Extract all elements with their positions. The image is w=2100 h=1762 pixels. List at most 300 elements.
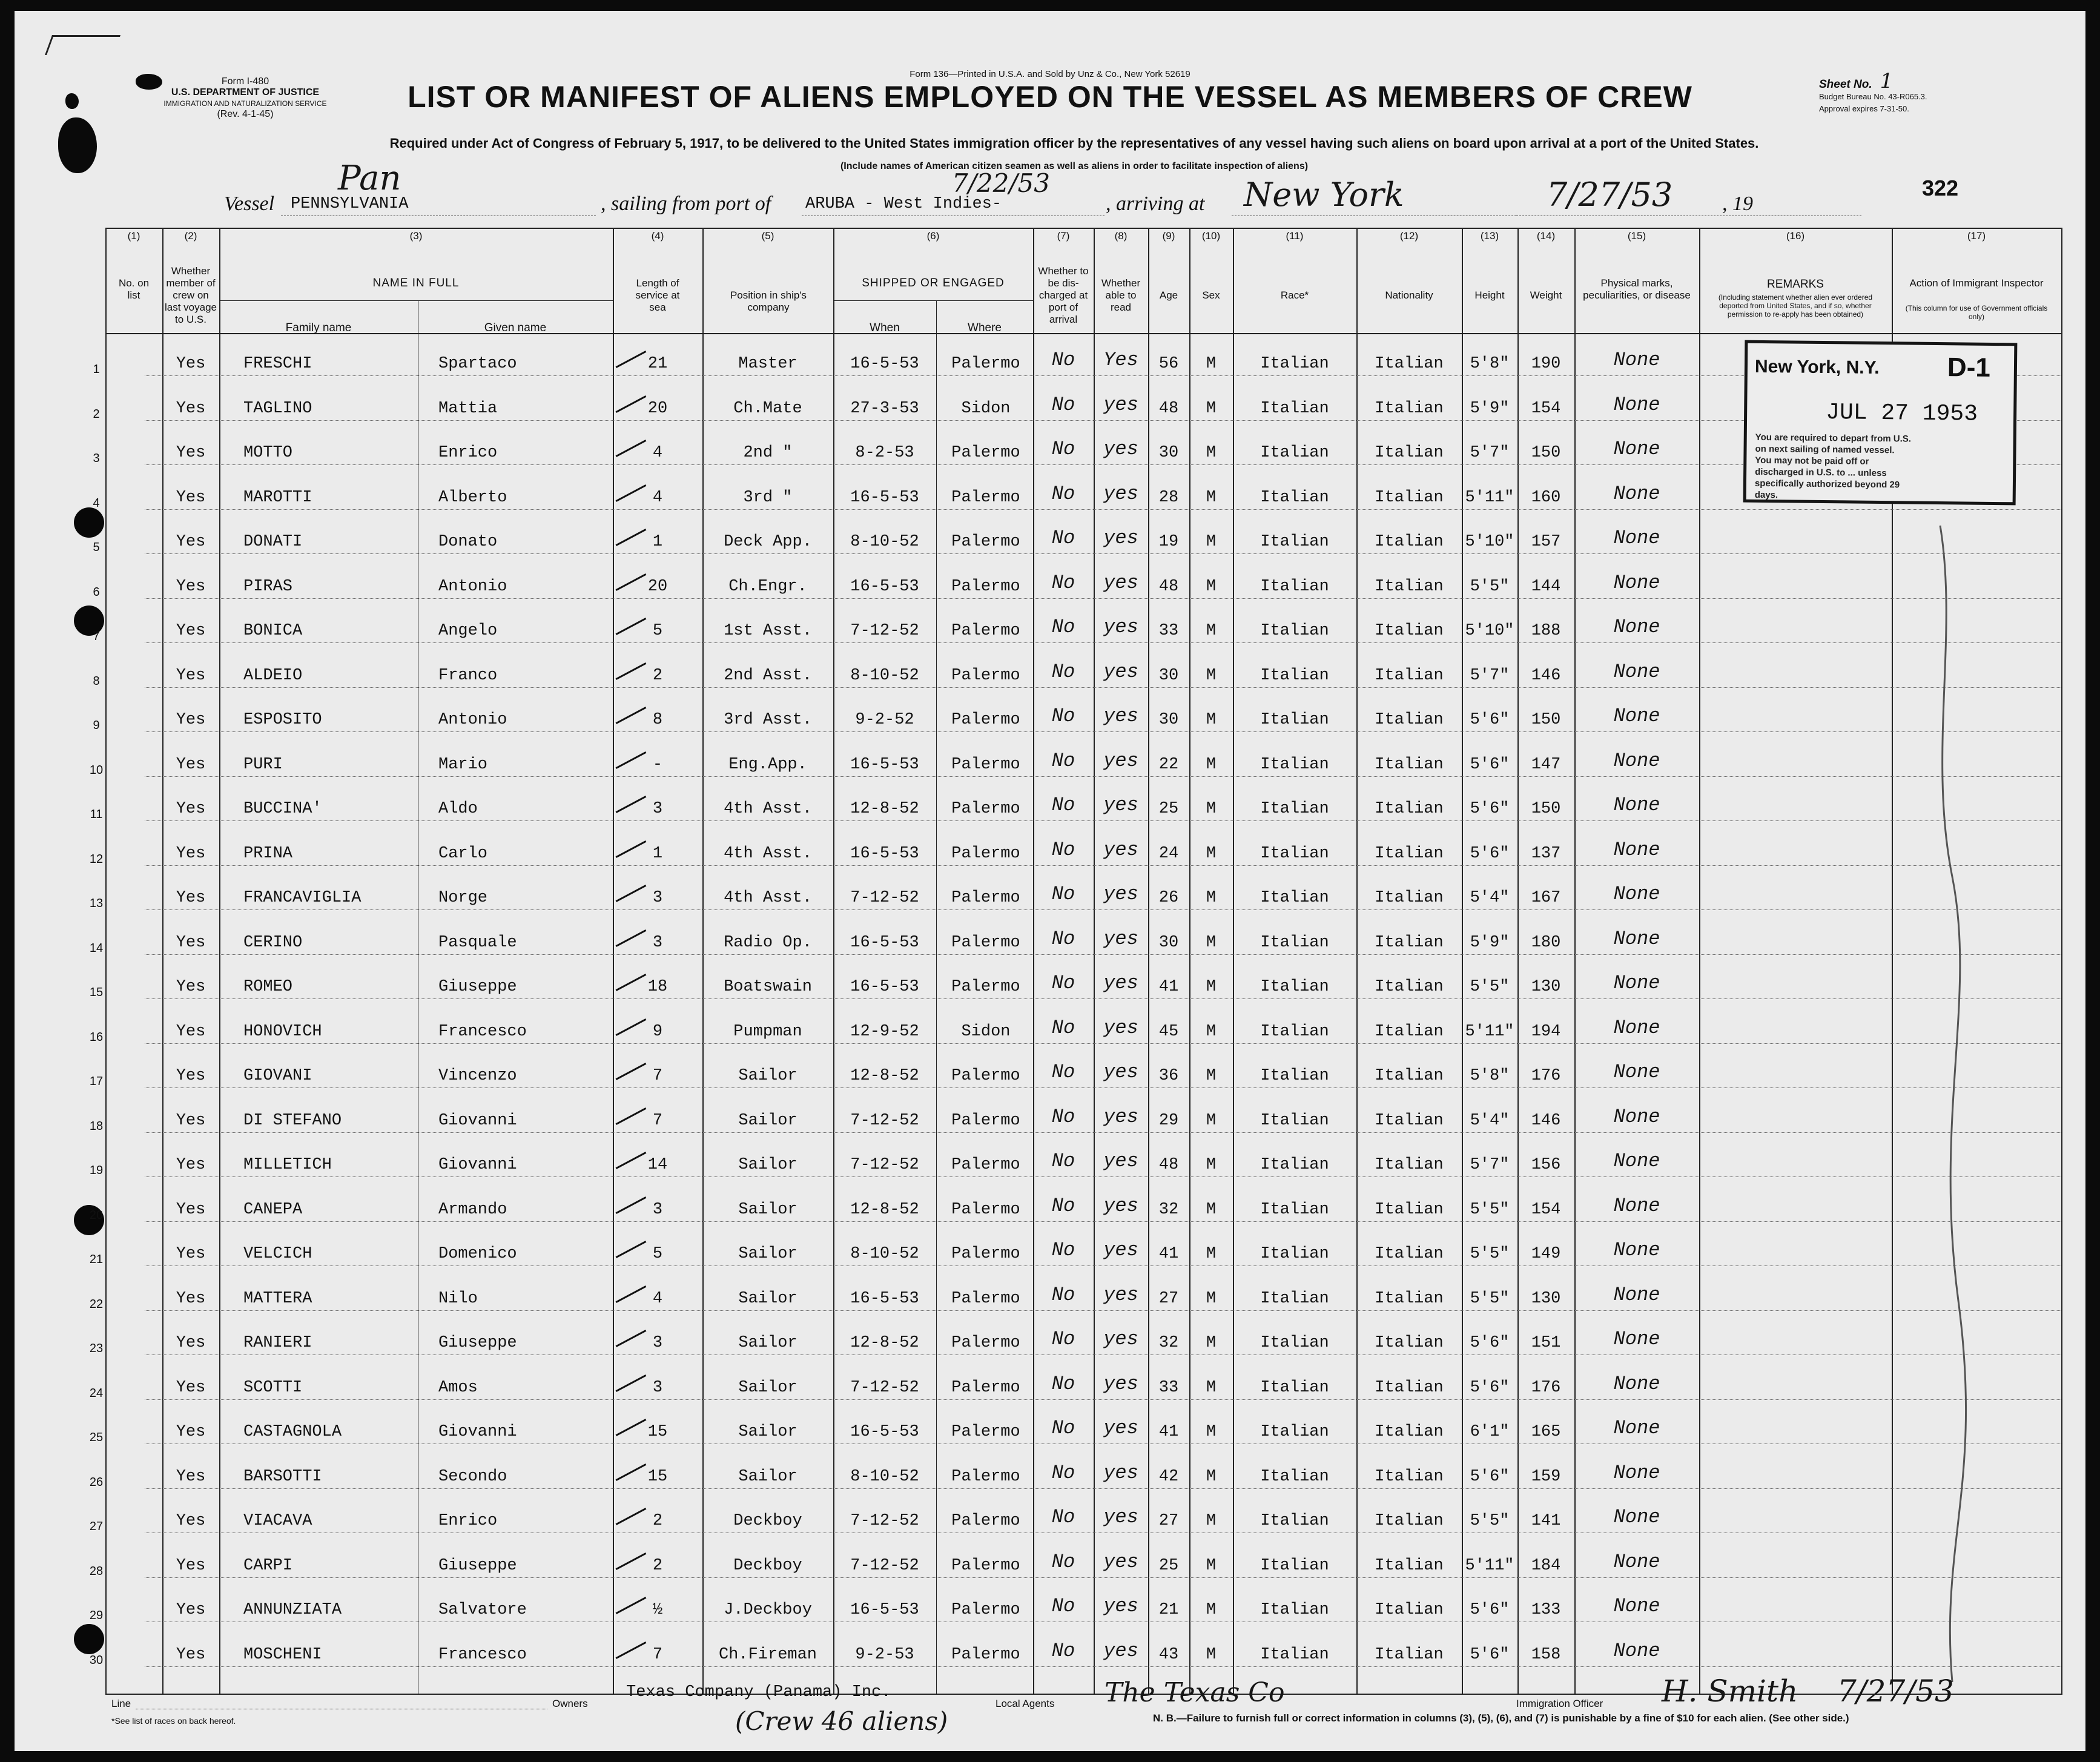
cell-nationality: Italian	[1375, 1245, 1444, 1263]
cell-member: Yes	[176, 1111, 206, 1130]
cell-age: 30	[1158, 933, 1179, 952]
cell-age: 21	[1158, 1601, 1179, 1619]
cell-family: MILLETICH	[243, 1156, 332, 1174]
cell-position: Deck App.	[724, 533, 812, 551]
cell-physical: None	[1613, 616, 1660, 638]
cell-physical: None	[1613, 527, 1660, 549]
cell-read: Yes	[1103, 349, 1138, 371]
row-number: 8	[93, 674, 100, 688]
cell-family: ANNUNZIATA	[243, 1601, 342, 1619]
row-number: 21	[89, 1253, 104, 1266]
hdr-position: Position in ship's company	[730, 289, 807, 313]
cell-discharged: No	[1051, 972, 1075, 994]
cell-when: 9-2-52	[855, 711, 914, 729]
hdr-given-name: Given name	[484, 322, 547, 334]
cell-read: yes	[1103, 927, 1138, 950]
cell-where: Palermo	[951, 1111, 1020, 1130]
cell-member: Yes	[176, 666, 206, 685]
cell-discharged: No	[1051, 571, 1075, 594]
cell-discharged: No	[1051, 1239, 1075, 1261]
cell-given: Domenico	[438, 1245, 517, 1263]
cell-weight: 194	[1531, 1022, 1561, 1041]
cell-race: Italian	[1260, 1111, 1329, 1130]
cell-nationality: Italian	[1375, 355, 1444, 373]
cell-where: Palermo	[951, 889, 1020, 907]
row-number: 15	[89, 986, 104, 999]
cell-when: 16-5-53	[850, 355, 919, 373]
cell-position: Eng.App.	[728, 755, 807, 774]
col-num-10: (10)	[1201, 230, 1221, 242]
cell-where: Palermo	[951, 711, 1020, 729]
cell-weight: 146	[1531, 1111, 1561, 1130]
cell-where: Palermo	[951, 844, 1020, 863]
cell-nationality: Italian	[1375, 444, 1444, 462]
cell-race: Italian	[1260, 1334, 1329, 1352]
cell-sex: M	[1206, 1289, 1217, 1308]
row-number: 10	[89, 763, 104, 777]
cell-height: 5'8"	[1470, 1067, 1510, 1085]
cell-height: 5'5"	[1470, 1245, 1510, 1263]
cell-read: yes	[1103, 1417, 1138, 1439]
cell-discharged: No	[1051, 1506, 1075, 1528]
col-num-7: (7)	[1057, 230, 1070, 242]
cell-age: 25	[1158, 800, 1179, 818]
cell-family: DI STEFANO	[243, 1111, 342, 1130]
cell-read: yes	[1103, 972, 1138, 994]
cell-member: Yes	[176, 844, 206, 863]
cell-family: HONOVICH	[243, 1022, 322, 1041]
cell-when: 16-5-53	[850, 933, 919, 952]
cell-position: 1st Asst.	[724, 622, 812, 640]
cell-member: Yes	[176, 1423, 206, 1441]
cell-sex: M	[1206, 1200, 1217, 1219]
cell-discharged: No	[1051, 393, 1075, 416]
cell-member: Yes	[176, 1200, 206, 1219]
col-num-17: (17)	[1967, 230, 1986, 242]
cell-age: 30	[1158, 666, 1179, 685]
cell-when: 12-8-52	[850, 800, 919, 818]
cell-member: Yes	[176, 577, 206, 596]
cell-discharged: No	[1051, 349, 1075, 371]
col-num-1: (1)	[127, 230, 140, 242]
cell-age: 48	[1158, 1156, 1179, 1174]
cell-sex: M	[1206, 755, 1217, 774]
officer-signature: H. Smith	[1662, 1674, 1798, 1709]
cell-height: 5'7"	[1470, 444, 1510, 462]
cell-weight: 150	[1531, 800, 1561, 818]
cell-member: Yes	[176, 1645, 206, 1664]
cell-height: 5'8"	[1470, 355, 1510, 373]
cell-when: 12-8-52	[850, 1200, 919, 1219]
cell-given: Giovanni	[438, 1423, 517, 1441]
cell-length: 3	[652, 1378, 663, 1397]
agents-label: Local Agents	[996, 1698, 1055, 1709]
cell-position: Sailor	[738, 1289, 797, 1308]
cell-physical: None	[1613, 1239, 1660, 1261]
cell-position: 3rd Asst.	[724, 711, 812, 729]
cell-discharged: No	[1051, 1061, 1075, 1083]
cell-race: Italian	[1260, 577, 1329, 596]
cell-physical: None	[1613, 1016, 1660, 1039]
cell-member: Yes	[176, 711, 206, 729]
cell-when: 7-12-52	[850, 1378, 919, 1397]
cell-member: Yes	[176, 1378, 206, 1397]
cell-length: 1	[652, 844, 663, 863]
cell-read: yes	[1103, 1016, 1138, 1039]
cell-physical: None	[1613, 1283, 1660, 1306]
cell-sex: M	[1206, 1245, 1217, 1263]
col-num-12: (12)	[1399, 230, 1419, 242]
cell-when: 12-9-52	[850, 1022, 919, 1041]
cell-nationality: Italian	[1375, 1334, 1444, 1352]
cell-read: yes	[1103, 1283, 1138, 1306]
cell-read: yes	[1103, 705, 1138, 727]
cell-age: 48	[1158, 399, 1179, 418]
officer-label: Immigration Officer	[1516, 1698, 1603, 1709]
cell-physical: None	[1613, 1461, 1660, 1484]
cell-age: 26	[1158, 889, 1179, 907]
cell-physical: None	[1613, 749, 1660, 772]
cell-discharged: No	[1051, 838, 1075, 861]
cell-sex: M	[1206, 1378, 1217, 1397]
cell-discharged: No	[1051, 527, 1075, 549]
cell-read: yes	[1103, 660, 1138, 683]
cell-given: Aldo	[438, 800, 478, 818]
cell-family: CASTAGNOLA	[243, 1423, 342, 1441]
cell-member: Yes	[176, 533, 206, 551]
punch-hole	[74, 1624, 104, 1654]
row-number: 30	[89, 1653, 104, 1667]
cell-race: Italian	[1260, 1067, 1329, 1085]
cell-age: 32	[1158, 1200, 1179, 1219]
cell-position: Sailor	[738, 1200, 797, 1219]
cell-sex: M	[1206, 666, 1217, 685]
cell-family: MOTTO	[243, 444, 293, 462]
cell-nationality: Italian	[1375, 1556, 1444, 1575]
row-number: 12	[89, 852, 104, 866]
cell-nationality: Italian	[1375, 1022, 1444, 1041]
cell-weight: 133	[1531, 1601, 1561, 1619]
cell-age: 43	[1158, 1645, 1179, 1664]
cell-weight: 151	[1531, 1334, 1561, 1352]
cell-given: Vincenzo	[438, 1067, 517, 1085]
cell-age: 33	[1158, 622, 1179, 640]
row-number: 14	[89, 941, 104, 955]
cell-sex: M	[1206, 1556, 1217, 1575]
row-number: 25	[89, 1431, 104, 1444]
cell-family: ESPOSITO	[243, 711, 322, 729]
cell-given: Amos	[438, 1378, 478, 1397]
cell-family: PURI	[243, 755, 283, 774]
cell-physical: None	[1613, 349, 1660, 371]
cell-length: 3	[652, 800, 663, 818]
vessel-annotation: Pan	[338, 159, 401, 198]
cell-position: Ch.Engr.	[728, 577, 807, 596]
row-number: 5	[93, 541, 100, 554]
cell-when: 7-12-52	[850, 1156, 919, 1174]
cell-physical: None	[1613, 1639, 1660, 1662]
cell-weight: 184	[1531, 1556, 1561, 1575]
cell-family: PIRAS	[243, 577, 293, 596]
cell-discharged: No	[1051, 1417, 1075, 1439]
cell-physical: None	[1613, 794, 1660, 816]
cell-age: 41	[1158, 1245, 1179, 1263]
cell-given: Secondo	[438, 1467, 507, 1486]
stamp-place: New York, N.Y.	[1754, 356, 1880, 378]
hdr-age: Age	[1159, 289, 1178, 301]
cell-family: BONICA	[243, 622, 303, 640]
row-number: 17	[89, 1075, 104, 1088]
cell-when: 16-5-53	[850, 488, 919, 507]
cell-given: Angelo	[438, 622, 498, 640]
cell-family: TAGLINO	[243, 399, 312, 418]
sheet-info	[1819, 69, 1970, 115]
cell-weight: 150	[1531, 711, 1561, 729]
cell-weight: 176	[1531, 1067, 1561, 1085]
cell-when: 8-2-53	[855, 444, 914, 462]
cell-read: yes	[1103, 571, 1138, 594]
cell-discharged: No	[1051, 1194, 1075, 1217]
cell-sex: M	[1206, 1067, 1217, 1085]
cell-race: Italian	[1260, 1467, 1329, 1486]
port-date-annotation: 7/22/53	[952, 168, 1050, 198]
form-title: LIST OR MANIFEST OF ALIENS EMPLOYED ON THE VESSEL AS MEMBERS OF CREW	[408, 80, 1692, 114]
cell-height: 5'6"	[1470, 711, 1510, 729]
cell-position: J.Deckboy	[724, 1601, 812, 1619]
cell-family: MAROTTI	[243, 488, 312, 507]
cell-discharged: No	[1051, 438, 1075, 460]
cell-age: 42	[1158, 1467, 1179, 1486]
cell-height: 5'11"	[1465, 1556, 1514, 1575]
cell-race: Italian	[1260, 800, 1329, 818]
cell-length: ½	[652, 1601, 663, 1619]
cell-length: 21	[647, 355, 668, 373]
cell-nationality: Italian	[1375, 666, 1444, 685]
cell-position: Sailor	[738, 1334, 797, 1352]
cell-length: 20	[647, 399, 668, 418]
cell-nationality: Italian	[1375, 1200, 1444, 1219]
cell-position: Sailor	[738, 1156, 797, 1174]
cell-sex: M	[1206, 1601, 1217, 1619]
cell-height: 5'5"	[1470, 1512, 1510, 1530]
cell-where: Palermo	[951, 1334, 1020, 1352]
cell-sex: M	[1206, 1423, 1217, 1441]
cell-where: Palermo	[951, 755, 1020, 774]
cell-member: Yes	[176, 399, 206, 418]
cell-where: Palermo	[951, 1289, 1020, 1308]
cell-member: Yes	[176, 889, 206, 907]
cell-length: 15	[647, 1467, 668, 1486]
hdr-name-in-full: NAME IN FULL	[372, 277, 460, 289]
cell-given: Giuseppe	[438, 1556, 517, 1575]
cell-nationality: Italian	[1375, 1289, 1444, 1308]
cell-member: Yes	[176, 488, 206, 507]
cell-sex: M	[1206, 1156, 1217, 1174]
cell-height: 5'11"	[1465, 488, 1514, 507]
cell-member: Yes	[176, 1289, 206, 1308]
cell-where: Palermo	[951, 355, 1020, 373]
cell-age: 24	[1158, 844, 1179, 863]
cell-sex: M	[1206, 1111, 1217, 1130]
cell-nationality: Italian	[1375, 533, 1444, 551]
row-number: 4	[93, 496, 100, 510]
cell-discharged: No	[1051, 482, 1075, 505]
cell-member: Yes	[176, 1512, 206, 1530]
cell-height: 5'6"	[1470, 844, 1510, 863]
cell-nationality: Italian	[1375, 1067, 1444, 1085]
cell-position: Boatswain	[724, 978, 812, 996]
vessel-label: Vessel	[224, 193, 275, 215]
cell-age: 33	[1158, 1378, 1179, 1397]
vessel-name: PENNSYLVANIA	[291, 195, 409, 213]
cell-given: Carlo	[438, 844, 488, 863]
cell-position: 2nd "	[743, 444, 793, 462]
hdr-sex: Sex	[1202, 289, 1220, 301]
cell-length: 14	[647, 1156, 668, 1174]
cell-length: -	[652, 755, 663, 774]
cell-length: 20	[647, 577, 668, 596]
cell-member: Yes	[176, 755, 206, 774]
cell-weight: 167	[1531, 889, 1561, 907]
cell-member: Yes	[176, 444, 206, 462]
cell-given: Nilo	[438, 1289, 478, 1308]
cell-physical: None	[1613, 1550, 1660, 1573]
printer-line: Form 136—Printed in U.S.A. and Sold by Unz & Co., New York 52619	[910, 69, 1190, 79]
cell-given: Antonio	[438, 577, 507, 596]
hdr-when: When	[870, 322, 900, 334]
cell-given: Salvatore	[438, 1601, 527, 1619]
col-num-2: (2)	[184, 230, 197, 242]
cell-race: Italian	[1260, 1601, 1329, 1619]
cell-sex: M	[1206, 533, 1217, 551]
cell-given: Giovanni	[438, 1156, 517, 1174]
form-meta	[145, 76, 345, 120]
cell-physical: None	[1613, 1328, 1660, 1350]
sheet-number: 1	[1880, 69, 1894, 93]
cell-length: 9	[652, 1022, 663, 1041]
stamp-code: D-1	[1947, 352, 1991, 383]
row-number: 28	[89, 1564, 104, 1578]
row-number: 3	[93, 452, 100, 465]
cell-given: Francesco	[438, 1645, 527, 1664]
cell-weight: 176	[1531, 1378, 1561, 1397]
cell-age: 27	[1158, 1289, 1179, 1308]
cell-given: Giovanni	[438, 1111, 517, 1130]
cell-height: 5'6"	[1470, 800, 1510, 818]
cell-physical: None	[1613, 1061, 1660, 1083]
cell-discharged: No	[1051, 749, 1075, 772]
page-number: 322	[1922, 176, 1959, 200]
cell-length: 7	[652, 1645, 663, 1664]
cell-when: 16-5-53	[850, 755, 919, 774]
hdr-where: Where	[968, 322, 1002, 334]
cell-family: GIOVANI	[243, 1067, 312, 1085]
cell-position: 3rd "	[743, 488, 793, 507]
cell-position: 2nd Asst.	[724, 666, 812, 685]
cell-age: 45	[1158, 1022, 1179, 1041]
cell-race: Italian	[1260, 488, 1329, 507]
cell-length: 15	[647, 1423, 668, 1441]
cell-nationality: Italian	[1375, 488, 1444, 507]
cell-discharged: No	[1051, 1372, 1075, 1395]
cell-race: Italian	[1260, 1200, 1329, 1219]
cell-member: Yes	[176, 800, 206, 818]
cell-where: Palermo	[951, 622, 1020, 640]
cell-weight: 150	[1531, 444, 1561, 462]
cell-read: yes	[1103, 1105, 1138, 1128]
col-num-15: (15)	[1627, 230, 1646, 242]
cell-physical: None	[1613, 482, 1660, 505]
cell-position: Pumpman	[733, 1022, 802, 1041]
cell-weight: 147	[1531, 755, 1561, 774]
cell-sex: M	[1206, 711, 1217, 729]
cell-member: Yes	[176, 978, 206, 996]
hdr-action: Action of Immigrant Inspector	[1909, 277, 2044, 289]
cell-age: 56	[1158, 355, 1179, 373]
cell-when: 8-10-52	[850, 666, 919, 685]
row-number: 11	[90, 808, 103, 821]
cell-nationality: Italian	[1375, 800, 1444, 818]
cell-where: Palermo	[951, 1645, 1020, 1664]
cell-read: yes	[1103, 393, 1138, 416]
cell-member: Yes	[176, 1022, 206, 1041]
cell-height: 5'6"	[1470, 1601, 1510, 1619]
cell-discharged: No	[1051, 1639, 1075, 1662]
cell-member: Yes	[176, 1467, 206, 1486]
cell-family: ALDEIO	[243, 666, 303, 685]
cell-race: Italian	[1260, 844, 1329, 863]
hdr-height: Height	[1474, 289, 1505, 301]
col-num-4: (4)	[651, 230, 664, 242]
cell-nationality: Italian	[1375, 1645, 1444, 1664]
cell-given: Mario	[438, 755, 488, 774]
cell-sex: M	[1206, 399, 1217, 418]
hdr-physical: Physical marks, peculiarities, or disease	[1583, 277, 1691, 301]
cell-sex: M	[1206, 978, 1217, 996]
cell-where: Palermo	[951, 577, 1020, 596]
cell-physical: None	[1613, 1150, 1660, 1172]
cell-length: 2	[652, 666, 663, 685]
cell-when: 7-12-52	[850, 1512, 919, 1530]
cell-sex: M	[1206, 577, 1217, 596]
col-num-6: (6)	[926, 230, 940, 242]
manifest-sheet	[15, 11, 2085, 1751]
cell-height: 5'4"	[1470, 1111, 1510, 1130]
cell-given: Spartaco	[438, 355, 517, 373]
cell-weight: 149	[1531, 1245, 1561, 1263]
cell-where: Palermo	[951, 1200, 1020, 1219]
row-number: 24	[89, 1386, 104, 1400]
cell-sex: M	[1206, 355, 1217, 373]
cell-weight: 165	[1531, 1423, 1561, 1441]
punch-hole	[74, 507, 104, 538]
cell-race: Italian	[1260, 355, 1329, 373]
cell-nationality: Italian	[1375, 755, 1444, 774]
cell-physical: None	[1613, 1595, 1660, 1617]
cell-height: 5'5"	[1470, 1289, 1510, 1308]
cell-family: CANEPA	[243, 1200, 303, 1219]
cell-given: Francesco	[438, 1022, 527, 1041]
inspector-scribble	[1916, 513, 1989, 1694]
cell-length: 2	[652, 1556, 663, 1575]
cell-given: Norge	[438, 889, 488, 907]
hdr-member: Whether member of crew on last voyage to U.S.	[165, 265, 217, 325]
cell-where: Palermo	[951, 978, 1020, 996]
hdr-remarks: REMARKS	[1767, 278, 1824, 291]
cell-length: 2	[652, 1512, 663, 1530]
cell-physical: None	[1613, 1194, 1660, 1217]
cell-when: 16-5-53	[850, 1289, 919, 1308]
